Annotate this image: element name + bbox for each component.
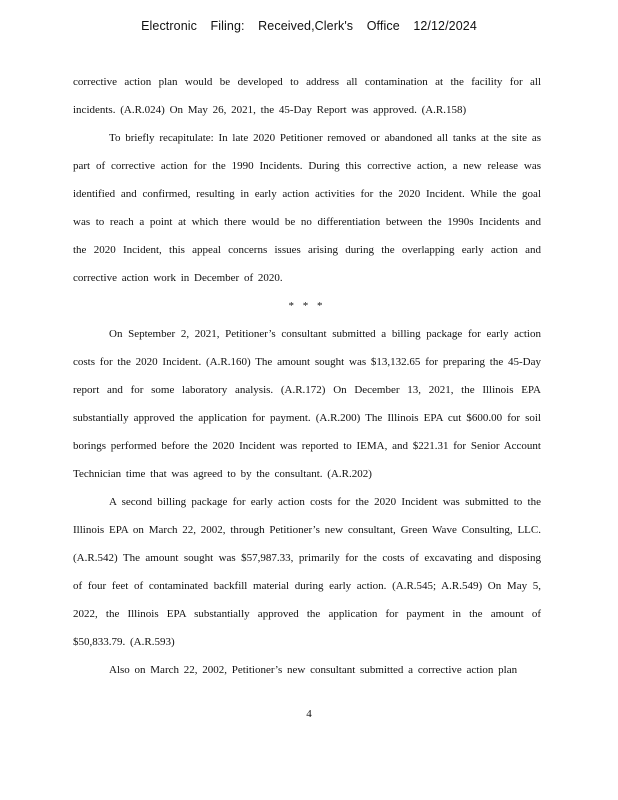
paragraph-recapitulation: To briefly recapitulate: In late 2020 Petitioner removed or abandoned all tanks at the site as part of corrective action for the 1990 Incidents. During this corrective action, a new release was identified and confirmed, resulting in early action activities for the 2020 Incident. While the goal was to reach a point at which there would be no differentiation between the 1990s Incidents and the 2020 Incident, this appeal concerns issues arising during the overlapping early action and corrective action work in December of 2020. [73, 132, 541, 284]
filing-stamp-header: Electronic Filing: Received,Clerk's Office 12/12/2024 [141, 19, 477, 33]
paragraph-first-billing: On September 2, 2021, Petitioner’s consultant submitted a billing package for early action costs for the 2020 Incident. (A.R.160) The amount sought was $13,132.65 for preparing the 45-Day report and for some laboratory analysis. (A.R.172) On December 13, 2021, the Illinois EPA substantially approved the application for payment. (A.R.200) The Illinois EPA cut $600.00 for soil borings performed before the 2020 Incident was reported to IEMA, and $221.31 for Senior Account Technician time that was agreed to by the consultant. (A.R.202) [73, 328, 541, 480]
section-separator: * * * [288, 300, 326, 312]
paragraph-continued: corrective action plan would be developed to address all contamination at the facility for all incidents. (A.R.024) On May 26, 2021, the 45-Day Report was approved. (A.R.158) [73, 76, 541, 116]
page-number: 4 [306, 708, 312, 720]
document-body [73, 68, 541, 684]
paragraph-corrective-plan: Also on March 22, 2002, Petitioner’s new consultant submitted a corrective action plan [109, 664, 518, 676]
paragraph-second-billing: A second billing package for early action costs for the 2020 Incident was submitted to the Illinois EPA on March 22, 2002, through Petitioner’s new consultant, Green Wave Consulting, LLC. (A.R.542) The amount sought was $57,987.33, primarily for the costs of excavating and disposing of four feet of contaminated backfill material during early action. (A.R.545; A.R.549) On May 5, 2022, the Illinois EPA substantially approved the application for payment in the amount of $50,833.79. (A.R.593) [73, 496, 541, 648]
